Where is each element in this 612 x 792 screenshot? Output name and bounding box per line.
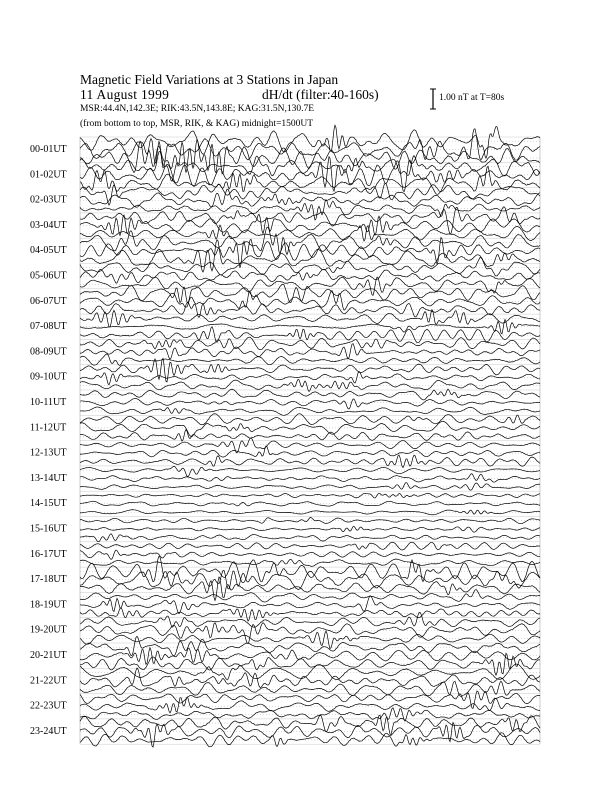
hour-label-23-24UT: 23-24UT: [30, 725, 67, 737]
trace-kag-21-22UT: [80, 664, 540, 680]
hour-label-03-04UT: 03-04UT: [30, 219, 67, 231]
trace-rik-23-24UT: [80, 722, 540, 747]
hour-label-06-07UT: 06-07UT: [30, 295, 67, 307]
trace-kag-00-01UT: [80, 125, 540, 158]
trace-kag-18-19UT: [80, 590, 540, 602]
hour-label-13-14UT: 13-14UT: [30, 472, 67, 484]
trace-rik-12-13UT: [80, 446, 540, 457]
trace-msr-03-04UT: [80, 225, 540, 241]
hour-label-01-02UT: 01-02UT: [30, 169, 67, 181]
trace-msr-12-13UT: [80, 455, 540, 467]
trace-kag-01-02UT: [80, 151, 540, 181]
hour-label-15-16UT: 15-16UT: [30, 523, 67, 535]
hour-label-19-20UT: 19-20UT: [30, 624, 67, 636]
trace-rik-00-01UT: [80, 129, 540, 168]
trace-kag-09-10UT: [80, 358, 540, 382]
trace-rik-08-09UT: [80, 344, 540, 359]
hour-label-00-01UT: 00-01UT: [30, 144, 67, 155]
hour-label-05-06UT: 05-06UT: [30, 270, 67, 282]
trace-order-note: (from bottom to top, MSR, RIK, & KAG) midnight=1500UT: [80, 119, 314, 129]
hour-label-17-18UT: 17-18UT: [30, 574, 67, 586]
chart-quantity: dH/dt (filter:40-160s): [262, 87, 379, 102]
trace-msr-18-19UT: [80, 608, 540, 621]
trace-rik-06-07UT: [80, 291, 540, 310]
hour-label-22-23UT: 22-23UT: [30, 700, 67, 712]
trace-msr-11-12UT: [80, 430, 540, 442]
chart-title: Magnetic Field Variations at 3 Stations in Japan: [80, 72, 339, 87]
trace-rik-16-17UT: [80, 550, 540, 559]
hour-label-09-10UT: 09-10UT: [30, 371, 67, 383]
hour-labels: [30, 144, 67, 737]
trace-rik-15-16UT: [80, 526, 540, 532]
hour-label-12-13UT: 12-13UT: [30, 447, 67, 459]
hour-label-20-21UT: 20-21UT: [30, 650, 67, 661]
trace-msr-08-09UT: [80, 354, 540, 365]
scale-label: 1.00 nT at T=80s: [439, 93, 505, 103]
trace-msr-15-16UT: [80, 534, 540, 542]
hour-label-14-15UT: 14-15UT: [30, 498, 67, 510]
trace-rik-19-20UT: [80, 623, 540, 644]
trace-rik-21-22UT: [80, 668, 540, 687]
trace-msr-10-11UT: [80, 407, 540, 416]
chart-date: 11 August 1999: [80, 87, 170, 102]
trace-kag-12-13UT: [80, 438, 540, 453]
hour-label-07-08UT: 07-08UT: [30, 321, 67, 333]
trace-msr-07-08UT: [80, 327, 540, 343]
trace-msr-05-06UT: [80, 277, 540, 295]
hour-label-08-09UT: 08-09UT: [30, 346, 67, 358]
hour-label-18-19UT: 18-19UT: [30, 599, 67, 611]
trace-rik-01-02UT: [80, 157, 540, 192]
trace-kag-13-14UT: [80, 466, 540, 476]
trace-msr-13-14UT: [80, 483, 540, 491]
hour-label-21-22UT: 21-22UT: [30, 675, 67, 687]
hour-label-04-05UT: 04-05UT: [30, 245, 67, 257]
hour-label-11-12UT: 11-12UT: [30, 422, 67, 434]
trace-rik-13-14UT: [80, 474, 540, 482]
trace-msr-21-22UT: [80, 681, 540, 696]
hour-label-16-17UT: 16-17UT: [30, 548, 67, 560]
trace-rik-04-05UT: [80, 238, 540, 268]
trace-kag-19-20UT: [80, 612, 540, 627]
trace-kag-06-07UT: [80, 284, 540, 303]
hour-label-10-11UT: 10-11UT: [30, 397, 67, 408]
hour-label-02-03UT: 02-03UT: [30, 194, 67, 206]
station-coordinates: MSR:44.4N,142.3E; RIK:43.5N,143.8E; KAG:31.5N,130.7E: [80, 104, 315, 114]
trace-rik-17-18UT: [80, 570, 540, 589]
